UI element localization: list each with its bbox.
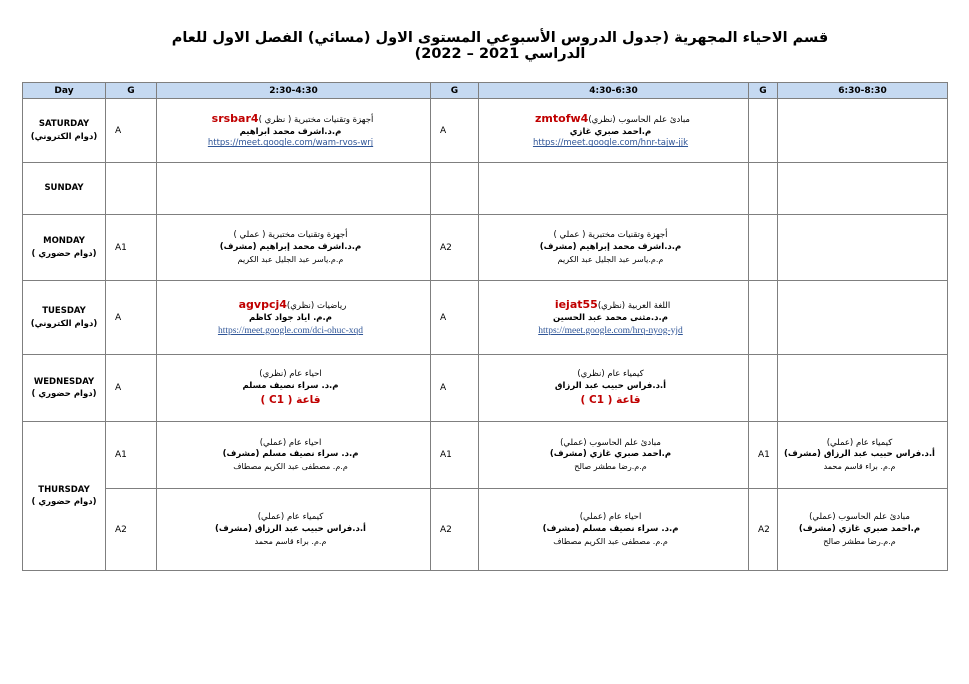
- group-cell: A: [106, 355, 157, 422]
- course-line: [479, 111, 742, 127]
- group-cell: [749, 163, 778, 215]
- row-monday: [23, 215, 948, 281]
- group-cell: A2: [431, 489, 479, 571]
- teacher-name: أ.د.فراس حبيب عبد الرزاق: [554, 380, 667, 391]
- class-cell: [479, 489, 749, 571]
- day-name: WEDNESDAY: [33, 376, 95, 387]
- day-cell: [23, 281, 106, 355]
- header-slot-3: 6:30-8:30: [778, 83, 948, 99]
- class-cell: [778, 355, 948, 422]
- header-row: [23, 83, 948, 99]
- teacher-name: م.د.اشرف محمد إبراهيم (مشرف): [539, 241, 682, 252]
- class-cell: [479, 281, 749, 355]
- meet-link[interactable]: https://meet.google.com/hrq-nyog-yjd: [538, 325, 683, 336]
- day-cell: [23, 355, 106, 422]
- course-name: أجهزة وتقنيات مختبرية ( عملي ): [233, 230, 348, 241]
- course-name: مبادئ علم الحاسوب (عملي): [809, 512, 910, 523]
- course-name: أجهزة وتقنيات مختبرية ( نظري ): [258, 114, 374, 125]
- assistant-name: م.م.رضا مطشر صالح: [823, 536, 896, 546]
- group-cell: A1: [106, 215, 157, 281]
- group-cell: A: [106, 99, 157, 163]
- assistant-name: م.م. براء قاسم محمد: [823, 462, 896, 472]
- class-code: srsbar4: [211, 111, 259, 125]
- assistant-name: م.م. مصطفى عبد الكريم مصطاف: [233, 462, 348, 472]
- teacher-name: م.احمد صبري غازي: [569, 126, 652, 137]
- teacher-name: م.د.اشرف محمد ابراهيم: [239, 126, 342, 137]
- class-cell: [479, 215, 749, 281]
- course-line: [157, 297, 424, 313]
- course-name: احياء عام (نظري): [259, 368, 322, 379]
- course-line: [479, 297, 742, 313]
- group-cell: A2: [106, 489, 157, 571]
- header-day: Day: [23, 83, 106, 99]
- schedule-table: [22, 82, 948, 571]
- course-name: كيمياء عام (عملي): [826, 437, 893, 448]
- day-cell: [23, 215, 106, 281]
- course-name: كيمياء عام (عملي): [257, 512, 324, 523]
- group-cell: A2: [749, 489, 778, 571]
- header-group: G: [749, 83, 778, 99]
- teacher-name: م.م. اياد جواد كاظم: [249, 312, 332, 323]
- class-cell: [157, 99, 431, 163]
- group-cell: [749, 355, 778, 422]
- teacher-name: م.د. سراء نصيف مسلم (مشرف): [542, 523, 679, 534]
- row-sunday: [23, 163, 948, 215]
- attendance-mode: ( دوام حضوري): [31, 389, 97, 399]
- row-saturday: [23, 99, 948, 163]
- page-title: قسم الاحياء المجهرية (جدول الدروس الأسبوعي المستوى الاول (مسائي) الفصل الاول للعام الدراسي 2021 – 2022): [171, 30, 829, 62]
- day-cell: [23, 422, 106, 571]
- course-name: أجهزة وتقنيات مختبرية ( عملي ): [553, 230, 668, 241]
- course-name: احياء عام (عملي): [259, 437, 322, 448]
- assistant-name: م.م. مصطفى عبد الكريم مصطاف: [553, 536, 668, 546]
- teacher-name: م.احمد صبري غازي (مشرف): [549, 449, 672, 460]
- class-cell: [778, 422, 948, 489]
- course-name: مبادئ علم الحاسوب (نظري): [588, 114, 690, 125]
- class-cell: [778, 215, 948, 281]
- header-slot-2: 4:30-6:30: [479, 83, 749, 99]
- class-cell: [157, 422, 431, 489]
- teacher-name: م.احمد صبري غازي (مشرف): [798, 523, 921, 534]
- group-cell: [431, 163, 479, 215]
- assistant-name: م.م. براء قاسم محمد: [254, 536, 327, 546]
- assistant-name: م.م.ياسر عبد الجليل عبد الكريم: [237, 254, 344, 264]
- group-cell: [749, 281, 778, 355]
- day-name: MONDAY: [43, 236, 85, 247]
- group-cell: A1: [106, 422, 157, 489]
- attendance-mode: (دوام الكتروني): [30, 318, 98, 329]
- row-thursday-a1: [23, 422, 948, 489]
- day-cell: [23, 99, 106, 163]
- class-code: zmtofw4: [535, 111, 589, 125]
- class-cell: [479, 355, 749, 422]
- teacher-name: أ.د.فراس حبيب عبد الرزاق (مشرف): [215, 523, 366, 534]
- group-cell: [749, 99, 778, 163]
- class-cell: [479, 422, 749, 489]
- attendance-mode: (دوام الكتروني): [30, 131, 98, 142]
- class-cell: [157, 355, 431, 422]
- row-thursday-a2: [23, 489, 948, 571]
- group-cell: A1: [749, 422, 778, 489]
- course-line: [157, 111, 424, 127]
- class-cell: [157, 163, 431, 215]
- course-name: احياء عام (عملي): [579, 512, 642, 523]
- course-name: رياضيات (نظري): [286, 300, 347, 311]
- group-cell: [749, 215, 778, 281]
- day-cell: [23, 163, 106, 215]
- class-cell: [778, 163, 948, 215]
- teacher-name: م.د.مثنى محمد عبد الحسين: [553, 312, 668, 323]
- header-group: G: [431, 83, 479, 99]
- class-cell: [778, 489, 948, 571]
- meet-link[interactable]: https://meet.google.com/wam-rvos-wrj: [207, 138, 374, 149]
- group-cell: A: [431, 281, 479, 355]
- class-cell: [479, 163, 749, 215]
- teacher-name: م.د.اشرف محمد إبراهيم (مشرف): [219, 241, 362, 252]
- class-code: iejat55: [554, 297, 598, 311]
- group-cell: A: [106, 281, 157, 355]
- group-cell: A1: [431, 422, 479, 489]
- header-group: G: [106, 83, 157, 99]
- group-cell: A2: [431, 215, 479, 281]
- room-label: قاعة ( C1 ): [580, 393, 641, 406]
- class-cell: [778, 281, 948, 355]
- meet-link[interactable]: https://meet.google.com/dci-ohuc-xqd: [217, 325, 364, 336]
- course-name: مبادئ علم الحاسوب (عملي): [560, 437, 661, 448]
- group-cell: [106, 163, 157, 215]
- teacher-name: م.د. سراء نصيف مسلم (مشرف): [222, 449, 359, 460]
- header-slot-1: 2:30-4:30: [157, 83, 431, 99]
- class-cell: [157, 489, 431, 571]
- day-name: TUESDAY: [42, 306, 86, 317]
- attendance-mode: ( دوام حضوري): [31, 497, 97, 507]
- attendance-mode: ( دوام حضوري): [31, 248, 97, 259]
- group-cell: A: [431, 355, 479, 422]
- class-code: agvpcj4: [238, 297, 287, 311]
- assistant-name: م.م.ياسر عبد الجليل عبد الكريم: [557, 254, 664, 264]
- row-wednesday: [23, 355, 948, 422]
- day-name: SATURDAY: [38, 119, 90, 130]
- class-cell: [157, 281, 431, 355]
- course-name: كيمياء عام (نظري): [577, 368, 644, 379]
- class-cell: [778, 99, 948, 163]
- row-tuesday: [23, 281, 948, 355]
- teacher-name: م.د. سراء نصيف مسلم: [242, 380, 339, 391]
- group-cell: A: [431, 99, 479, 163]
- room-label: قاعة ( C1 ): [260, 393, 321, 406]
- class-cell: [479, 99, 749, 163]
- assistant-name: م.م.رضا مطشر صالح: [574, 462, 647, 472]
- meet-link[interactable]: https://meet.google.com/hnr-tajw-jjk: [532, 138, 689, 149]
- day-name: THURSDAY: [38, 484, 90, 495]
- day-name: SUNDAY: [44, 183, 84, 194]
- course-name: اللغة العربية (نظري): [597, 300, 671, 311]
- class-cell: [157, 215, 431, 281]
- teacher-name: أ.د.فراس حبيب عبد الرزاق (مشرف): [784, 449, 935, 460]
